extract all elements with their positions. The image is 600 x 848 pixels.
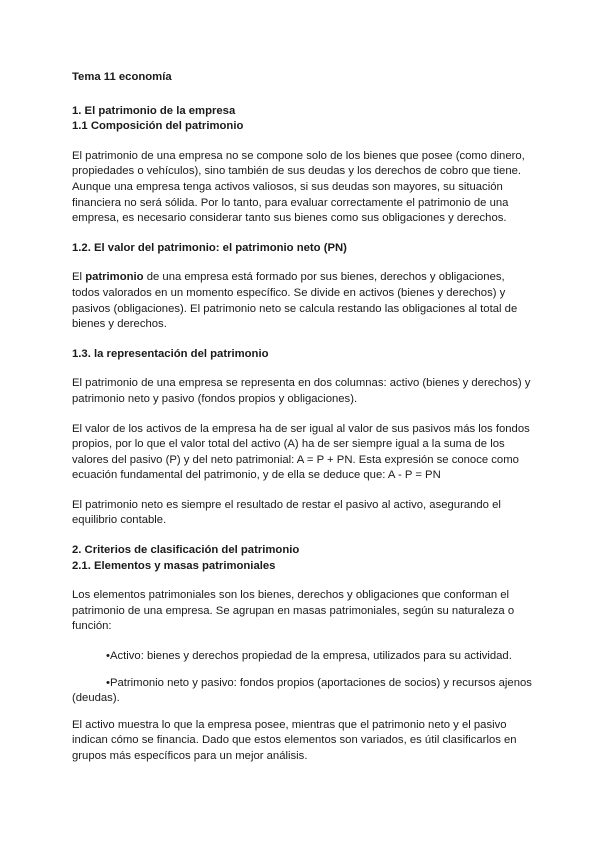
bullet-text: •Patrimonio neto y pasivo: fondos propios (aportaciones de socios) y recursos ajenos (deudas). [72, 676, 532, 705]
section-1-3-paragraph-1: El patrimonio de una empresa se representa en dos columnas: activo (bienes y derechos) y patrimonio neto y pasivo (fondos propios y obligaciones). [72, 377, 531, 405]
document-body [72, 70, 532, 779]
section-1-2-heading: 1.2. El valor del patrimonio: el patrimonio neto (PN) [72, 241, 347, 254]
bullet-text: •Activo: bienes y derechos propiedad de la empresa, utilizados para su actividad. [106, 650, 512, 663]
paragraph-prefix: El [72, 271, 83, 284]
section-2-closing-paragraph: El activo muestra lo que la empresa posee, mientras que el patrimonio neto y el pasivo indican cómo se financia. Dado que estos elementos son variados, es útil clasificarlos en grupos más específicos para un mejor análisis. [72, 718, 517, 762]
section-1-2-paragraph [72, 270, 532, 332]
section-1-3-paragraph-3: El patrimonio neto es siempre el resultado de restar el pasivo al activo, asegurando el equilibrio contable. [72, 498, 501, 527]
section-1-1-paragraph: El patrimonio de una empresa no se compone solo de los bienes que posee (como dinero, propiedades o vehículos), sino también de sus deudas y los derechos de cobro que tiene. Aunque una empresa tenga activos valiosos, si sus deudas son mayores, su situación financiera no será sólida. Por lo tanto, para evaluar correctamente el patrimonio de una empresa, es necesario considerar tanto sus bienes como sus obligaciones y derechos. [72, 149, 525, 225]
section-1-1-heading: 1.1 Composición del patrimonio [72, 120, 244, 133]
document-title: Tema 11 economía [72, 71, 172, 83]
section-1-heading: 1. El patrimonio de la empresa [72, 104, 236, 117]
section-1-3-paragraph-2: El valor de los activos de la empresa ha de ser igual al valor de sus pasivos más los fondos propios, por lo que el valor total del activo (A) ha de ser siempre igual a la suma de los valores del pasivo (P) y del neto patrimonial: A = P + PN. Esta expresión se conoce como ecuación fundamental del patrimonio, y de ella se deduce que: A - P = PN [72, 422, 530, 482]
section-1-3-heading: 1.3. la representación del patrimonio [72, 347, 269, 360]
bold-term-patrimonio: patrimonio [85, 271, 144, 284]
section-2-1-paragraph: Los elementos patrimoniales son los bienes, derechos y obligaciones que conforman el patrimonio de una empresa. Se agrupan en masas patrimoniales, según su naturaleza o función: [72, 589, 515, 633]
bullet-item [72, 676, 532, 707]
section-2-heading: 2. Criterios de clasificación del patrimonio [72, 544, 300, 557]
paragraph-rest: de una empresa está formado por sus bienes, derechos y obligaciones, todos valorados en un momento específico. Se divide en activos (bienes y derechos) y pasivos (obligaciones). El patrimonio neto se calcula restando las obligaciones al total de bienes y derechos. [72, 271, 518, 331]
section-2-1-heading: 2.1. Elementos y masas patrimoniales [72, 559, 276, 572]
bullet-item [72, 649, 532, 665]
